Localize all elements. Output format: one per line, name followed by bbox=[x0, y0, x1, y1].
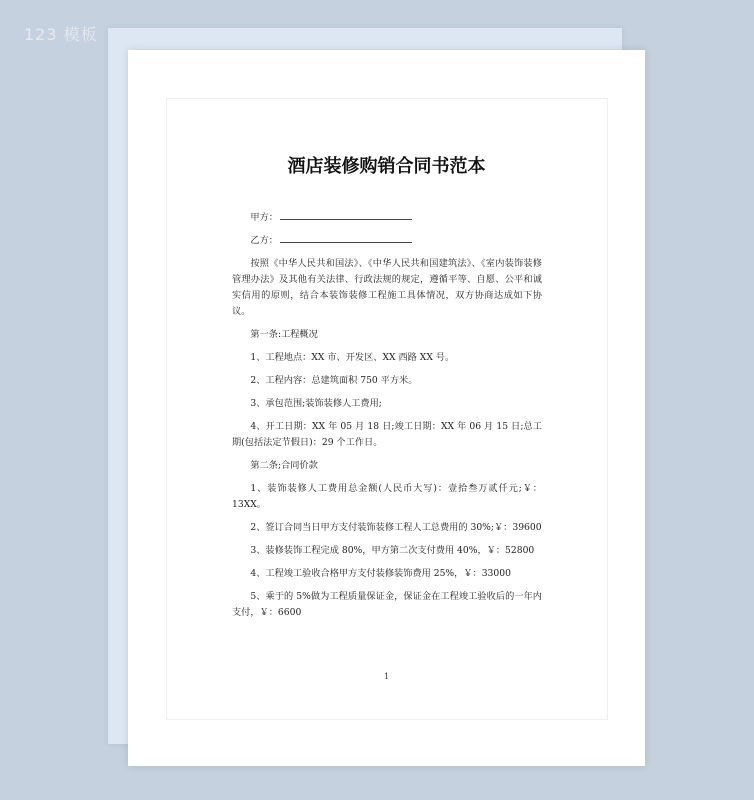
watermark-logo: 123 模板 bbox=[24, 25, 98, 44]
page-number: 1 bbox=[383, 672, 390, 681]
clause-paragraph: 2、签订合同当日甲方支付装饰装修工程人工总费用的 30%;￥：39600 bbox=[250, 522, 542, 533]
document-body bbox=[232, 210, 542, 628]
party-a-line bbox=[232, 210, 542, 226]
clause-paragraph: 1、装饰装修人工费用总金额(人民币大写)：壹拾叁万贰仟元;￥：13XX。 bbox=[232, 483, 542, 510]
party-a-blank bbox=[280, 210, 412, 220]
party-b-line bbox=[232, 233, 542, 249]
document-title: 酒店装修购销合同书范本 bbox=[287, 156, 486, 177]
document-page bbox=[128, 50, 645, 766]
party-b-label: 乙方： bbox=[250, 235, 278, 246]
clause-paragraph: 3、承包范围;装饰装修人工费用; bbox=[250, 398, 382, 409]
clause-paragraph: 4、开工日期：XX 年 05 月 18 日;竣工日期：XX 年 06 月 15 日;总工期(包括法定节假日)：29 个工作日。 bbox=[232, 421, 542, 448]
party-a-label: 甲方： bbox=[250, 212, 278, 223]
clause-paragraph: 3、装修装饰工程完成 80%，甲方第二次支付费用 40%，￥：52800 bbox=[250, 545, 535, 556]
section-1-heading: 第一条:工程概况 bbox=[250, 329, 318, 340]
clause-paragraph: 4、工程竣工验收合格甲方支付装修装饰费用 25%，￥：33000 bbox=[250, 568, 511, 579]
party-b-blank bbox=[280, 233, 412, 243]
intro-paragraph: 按照《中华人民共和国法》、《中华人民共和国建筑法》、《室内装饰装修管理办法》及其他有关法律、行政法规的规定，遵循平等、自愿、公平和诚实信用的原则，结合本装饰装修工程施工具体情况，双方协商达成如下协议。 bbox=[232, 258, 542, 317]
section-2-heading: 第二条;合同价款 bbox=[250, 460, 318, 471]
clause-paragraph: 5、乘于的 5%做为工程质量保证金，保证金在工程竣工验收后的一年内支付，￥：6600 bbox=[232, 591, 542, 618]
clause-paragraph: 1、工程地点：XX 市、开发区、XX 西路 XX 号。 bbox=[250, 352, 455, 363]
clause-paragraph: 2、工程内容：总建筑面积 750 平方米。 bbox=[250, 375, 418, 386]
